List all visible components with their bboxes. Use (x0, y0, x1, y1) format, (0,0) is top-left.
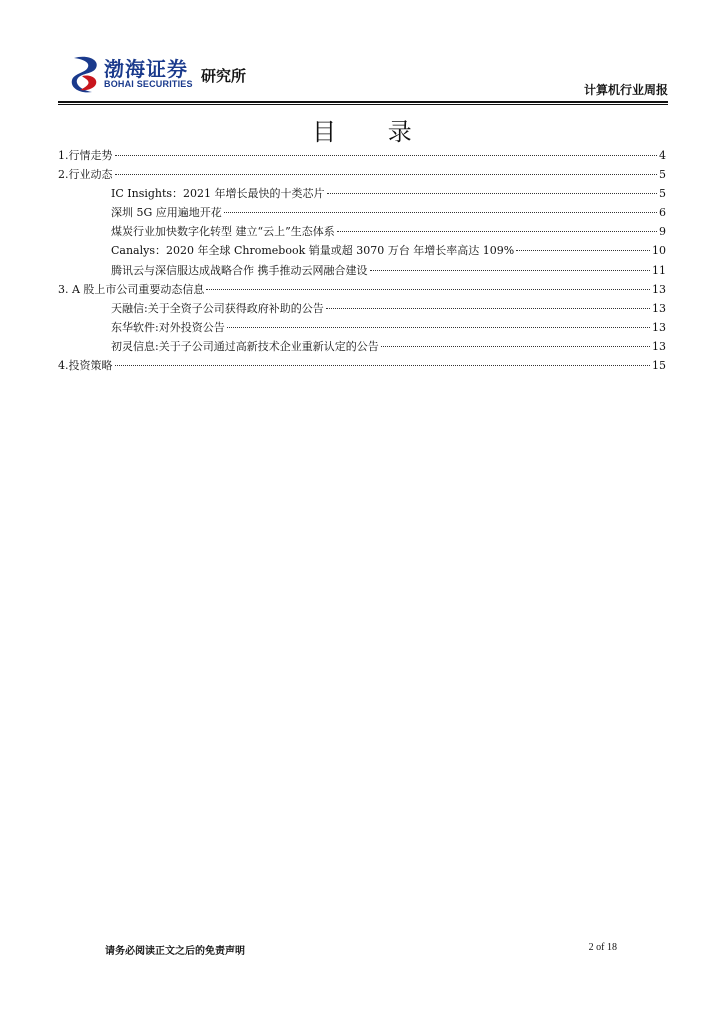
toc-entry[interactable] (58, 241, 666, 260)
toc-entry-label: 腾讯云与深信服达成战略合作 携手推动云网融合建设 (111, 263, 368, 277)
logo-english-name: BOHAI SECURITIES (104, 79, 193, 89)
toc-entry[interactable] (58, 299, 666, 318)
toc-entry[interactable] (58, 318, 666, 337)
header-divider (58, 101, 668, 103)
toc-entry-label: 天融信:关于全资子公司获得政府补助的公告 (111, 301, 324, 315)
toc-entry-page: 13 (652, 282, 666, 296)
toc-entry-label: 东华软件:对外投资公告 (111, 320, 225, 334)
toc-leader-dots (370, 270, 651, 271)
toc-entry[interactable] (58, 261, 666, 280)
toc-entry-page: 9 (659, 225, 666, 239)
page-number: 2 of 18 (588, 942, 617, 953)
toc-entry[interactable] (58, 356, 666, 375)
toc-title: 目 录 (312, 118, 434, 146)
toc-entry-page: 13 (652, 320, 666, 334)
toc-entry[interactable] (58, 165, 666, 184)
toc-leader-dots (227, 327, 650, 328)
toc-entry[interactable] (58, 146, 666, 165)
report-type: 计算机行业周报 (583, 83, 668, 97)
toc-entry[interactable] (58, 184, 666, 203)
toc-entry-page: 5 (659, 168, 666, 182)
toc-entry-label: 4.投资策略 (58, 359, 113, 373)
toc-entry-page: 13 (652, 301, 666, 315)
toc-entry-label: IC Insights：2021 年增长最快的十类芯片 (111, 187, 325, 201)
toc-leader-dots (337, 231, 657, 232)
toc-entry-page: 6 (659, 206, 666, 220)
toc-entry-page: 13 (652, 339, 666, 353)
toc-leader-dots (206, 289, 650, 290)
logo-chinese-name: 渤海证券 (104, 57, 188, 81)
toc-entry-label: 2.行业动态 (58, 168, 113, 182)
toc-leader-dots (224, 212, 657, 213)
toc-leader-dots (115, 174, 658, 175)
toc-entry-page: 10 (652, 244, 666, 258)
toc-entry-label: 煤炭行业加快数字化转型 建立“云上”生态体系 (111, 225, 335, 239)
toc-entry-label: Canalys：2020 年全球 Chromebook 销量或超 3070 万台 年增长率高达 109% (111, 244, 515, 258)
toc-entry-label: 初灵信息:关于子公司通过高新技术企业重新认定的公告 (111, 339, 379, 353)
toc-leader-dots (326, 308, 650, 309)
bohai-logo-icon (68, 54, 102, 94)
table-of-contents (58, 146, 666, 375)
toc-entry-label: 3. A 股上市公司重要动态信息 (58, 282, 205, 296)
toc-entry-page: 5 (659, 187, 666, 201)
toc-entry-label: 深圳 5G 应用遍地开花 (111, 206, 222, 220)
toc-entry-label: 1.行情走势 (58, 149, 113, 162)
disclaimer-notice: 请务必阅读正文之后的免责声明 (105, 946, 245, 957)
toc-entry-page: 11 (652, 263, 666, 277)
toc-leader-dots (327, 193, 657, 194)
toc-leader-dots (516, 250, 650, 251)
toc-entry[interactable] (58, 203, 666, 222)
toc-entry[interactable] (58, 280, 666, 299)
toc-entry-page: 4 (659, 149, 666, 162)
toc-entry[interactable] (58, 337, 666, 356)
toc-entry[interactable] (58, 222, 666, 241)
header-divider-thin (58, 104, 668, 105)
page-header (58, 48, 668, 100)
toc-entry-page: 15 (652, 359, 666, 373)
institute-label: 研究所 (201, 67, 247, 85)
toc-leader-dots (115, 155, 658, 156)
toc-leader-dots (381, 346, 650, 347)
toc-leader-dots (115, 365, 651, 366)
